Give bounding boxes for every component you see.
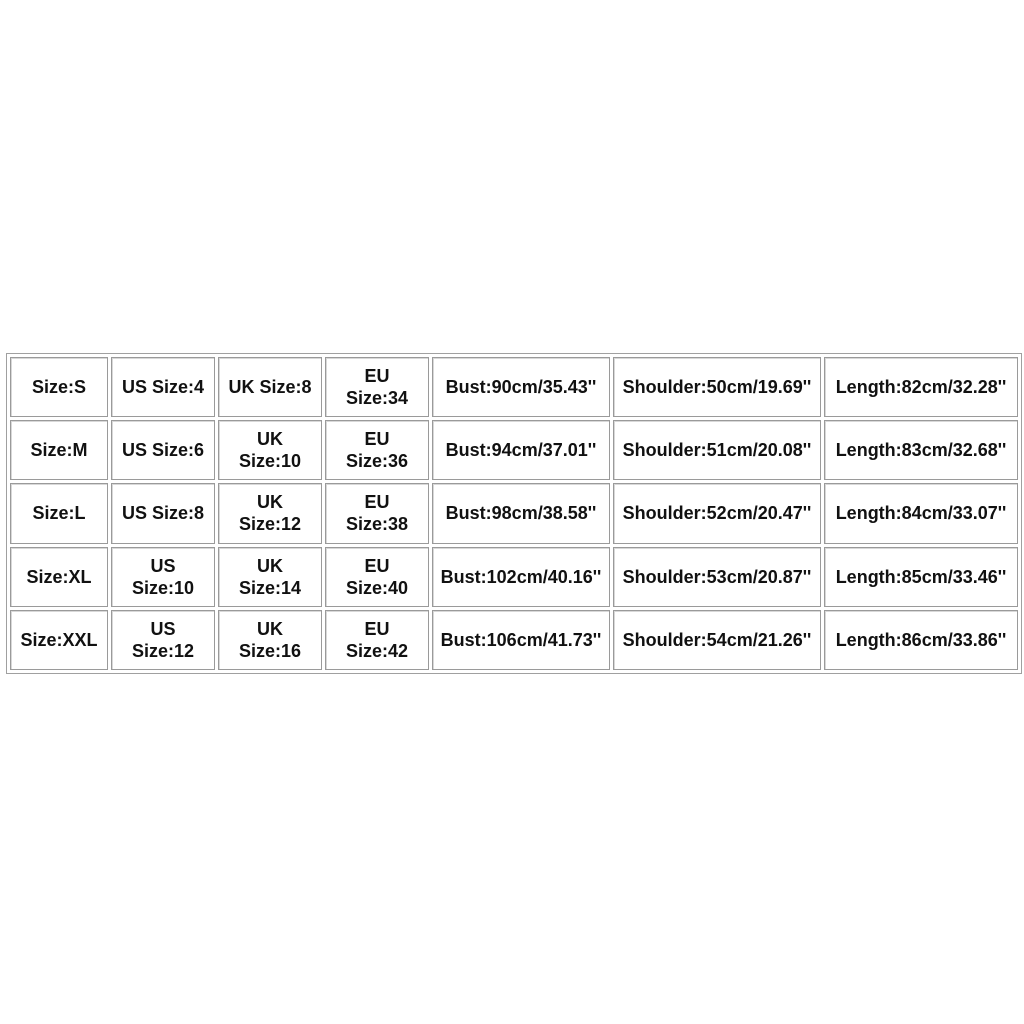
shoulder-cell: Shoulder:51cm/20.08'' (613, 420, 821, 480)
us-size-cell: US Size:8 (111, 483, 215, 543)
size-cell: Size:L (10, 483, 108, 543)
table-row (10, 420, 1018, 480)
length-cell: Length:82cm/32.28'' (824, 357, 1018, 417)
eu-size-cell: EU Size:38 (325, 483, 429, 543)
uk-size-cell: UK Size:14 (218, 547, 322, 607)
shoulder-cell: Shoulder:52cm/20.47'' (613, 483, 821, 543)
size-chart-table (6, 353, 1022, 674)
length-cell: Length:85cm/33.46'' (824, 547, 1018, 607)
table-row (10, 357, 1018, 417)
us-size-cell: US Size:10 (111, 547, 215, 607)
bust-cell: Bust:102cm/40.16'' (432, 547, 610, 607)
size-cell: Size:XL (10, 547, 108, 607)
us-size-cell: US Size:4 (111, 357, 215, 417)
length-cell: Length:83cm/32.68'' (824, 420, 1018, 480)
uk-size-cell: UK Size:12 (218, 483, 322, 543)
table-row (10, 483, 1018, 543)
shoulder-cell: Shoulder:50cm/19.69'' (613, 357, 821, 417)
uk-size-cell: UK Size:16 (218, 610, 322, 670)
eu-size-cell: EU Size:34 (325, 357, 429, 417)
uk-size-cell: UK Size:10 (218, 420, 322, 480)
uk-size-cell: UK Size:8 (218, 357, 322, 417)
us-size-cell: US Size:6 (111, 420, 215, 480)
shoulder-cell: Shoulder:53cm/20.87'' (613, 547, 821, 607)
length-cell: Length:86cm/33.86'' (824, 610, 1018, 670)
size-cell: Size:XXL (10, 610, 108, 670)
size-cell: Size:S (10, 357, 108, 417)
bust-cell: Bust:106cm/41.73'' (432, 610, 610, 670)
eu-size-cell: EU Size:42 (325, 610, 429, 670)
eu-size-cell: EU Size:40 (325, 547, 429, 607)
length-cell: Length:84cm/33.07'' (824, 483, 1018, 543)
bust-cell: Bust:94cm/37.01'' (432, 420, 610, 480)
eu-size-cell: EU Size:36 (325, 420, 429, 480)
bust-cell: Bust:98cm/38.58'' (432, 483, 610, 543)
table-row (10, 610, 1018, 670)
table-row (10, 547, 1018, 607)
size-cell: Size:M (10, 420, 108, 480)
us-size-cell: US Size:12 (111, 610, 215, 670)
shoulder-cell: Shoulder:54cm/21.26'' (613, 610, 821, 670)
bust-cell: Bust:90cm/35.43'' (432, 357, 610, 417)
